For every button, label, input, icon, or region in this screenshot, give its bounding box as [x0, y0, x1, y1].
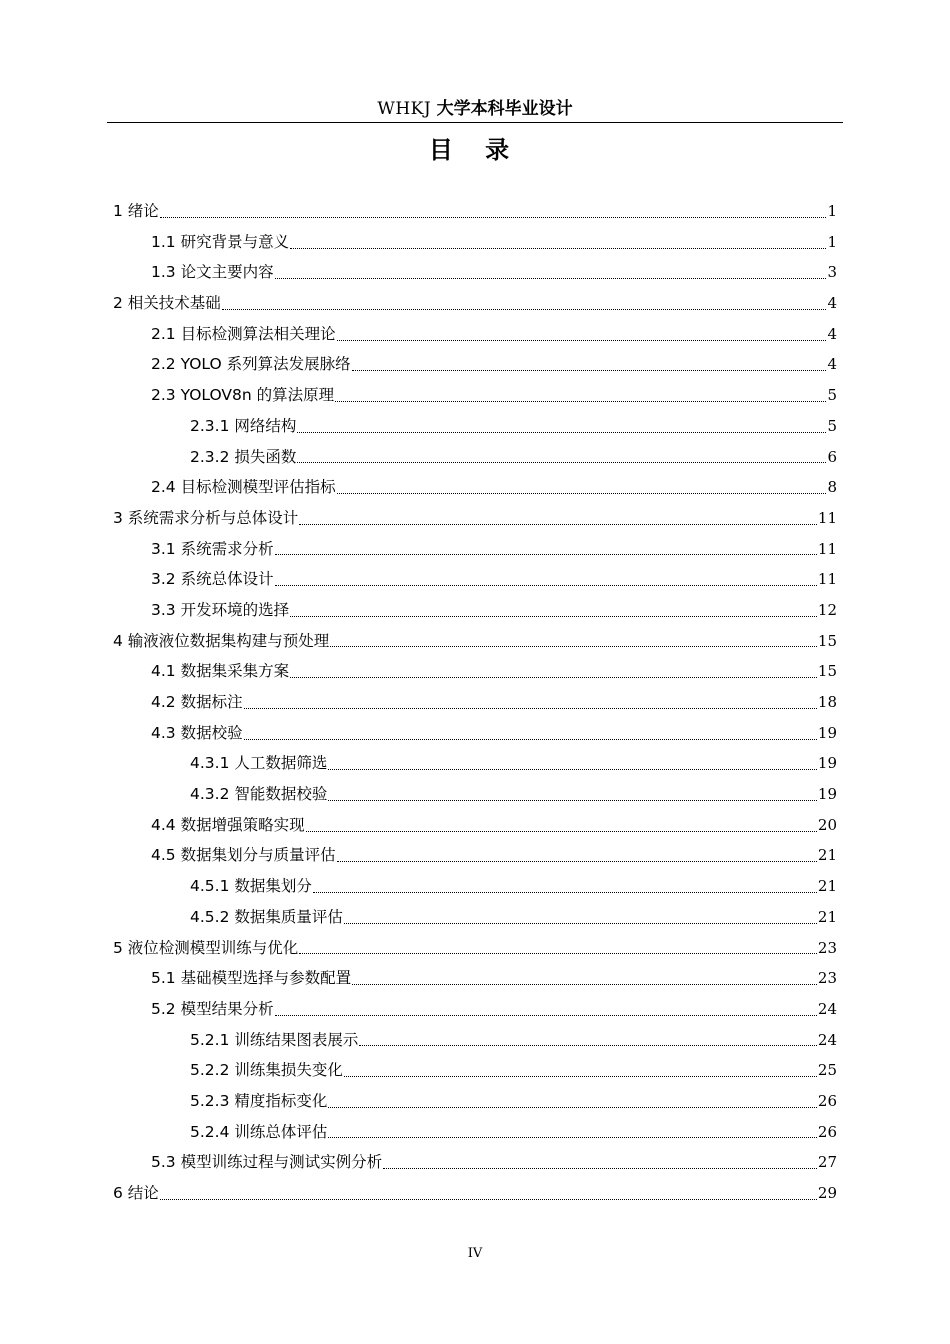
toc-entry[interactable] [113, 718, 837, 749]
toc-dot-leader [330, 646, 817, 647]
toc-entry[interactable] [113, 871, 837, 902]
toc-entry-label: 2.3 YOLOV8n 的算法原理 [151, 386, 335, 405]
toc-entry-label: 2.2 YOLO 系列算法发展脉络 [151, 355, 351, 374]
toc-entry[interactable] [113, 687, 837, 718]
header-school-latin: WHKJ [377, 99, 432, 119]
toc-entry-page: 11 [817, 539, 837, 558]
toc-entry-page: 15 [817, 662, 837, 681]
toc-dot-leader [335, 401, 826, 402]
toc-entry[interactable] [113, 380, 837, 411]
toc-entry-label: 3.1 系统需求分析 [151, 539, 274, 558]
toc-entry[interactable] [113, 994, 837, 1025]
toc-dot-leader [359, 1045, 817, 1046]
toc-entry[interactable] [113, 1025, 837, 1056]
toc-entry-page: 4 [827, 324, 837, 343]
toc-entry-page: 23 [817, 969, 837, 988]
toc-entry-label: 1.3 论文主要内容 [151, 263, 274, 282]
toc-entry-label: 5 液位检测模型训练与优化 [113, 938, 299, 957]
toc-entry[interactable] [113, 810, 837, 841]
toc-dot-leader [222, 309, 827, 310]
toc-dot-leader [337, 493, 827, 494]
toc-entry-page: 4 [827, 355, 837, 374]
toc-entry-label: 5.2.3 精度指标变化 [190, 1091, 328, 1110]
toc-dot-leader [244, 739, 817, 740]
toc-entry-page: 27 [817, 1153, 837, 1172]
toc-dot-leader [352, 984, 817, 985]
toc-entry[interactable] [113, 227, 837, 258]
toc-entry[interactable] [113, 503, 837, 534]
toc-entry-label: 3 系统需求分析与总体设计 [113, 508, 299, 527]
toc-entry-label: 6 结论 [113, 1184, 159, 1202]
toc-entry-page: 21 [817, 877, 837, 896]
toc-entry-page: 21 [817, 907, 837, 926]
toc-title: 目 录 [428, 136, 522, 164]
toc-entry[interactable] [113, 411, 837, 442]
toc-entry-label: 4.1 数据集采集方案 [151, 662, 290, 681]
toc-entry-page: 21 [817, 846, 837, 865]
toc-dot-leader [275, 1015, 817, 1016]
toc-dot-leader [160, 1199, 817, 1200]
toc-entry[interactable] [113, 656, 837, 687]
toc-entry-page: 18 [817, 693, 837, 711]
toc-entry[interactable] [113, 933, 837, 964]
toc-entry[interactable] [113, 595, 837, 626]
toc-dot-leader [290, 616, 817, 617]
toc-dot-leader [299, 953, 817, 954]
header-school-title: 大学本科毕业设计 [436, 99, 573, 119]
toc-entry-label: 4.2 数据标注 [151, 693, 243, 711]
toc-entry-label: 5.1 基础模型选择与参数配置 [151, 969, 352, 988]
toc-entry[interactable] [113, 963, 837, 994]
toc-dot-leader [275, 278, 827, 279]
toc-entry[interactable] [113, 564, 837, 595]
toc-entry-page: 12 [817, 600, 837, 619]
toc-entry-label: 2.3.1 网络结构 [190, 416, 297, 435]
toc-dot-leader [244, 708, 817, 709]
toc-entry-label: 5.2.2 训练集损失变化 [190, 1061, 343, 1080]
toc-entry[interactable] [113, 1055, 837, 1086]
toc-entry[interactable] [113, 779, 837, 810]
toc-entry-page: 8 [827, 478, 837, 497]
toc-entry-label: 1 绪论 [113, 202, 159, 220]
toc-entry-label: 2.3.2 损失函数 [190, 447, 297, 466]
toc-entry-label: 4.4 数据增强策略实现 [151, 815, 305, 834]
page-header [107, 96, 843, 123]
toc-entry-page: 23 [817, 938, 837, 957]
toc-entry-page: 5 [827, 416, 837, 435]
toc-entry[interactable] [113, 1086, 837, 1117]
toc-entry-label: 4.3 数据校验 [151, 723, 243, 742]
toc-entry[interactable] [113, 748, 837, 779]
toc-dot-leader [290, 248, 826, 249]
toc-entry[interactable] [113, 902, 837, 933]
toc-entry-page: 19 [817, 785, 837, 804]
toc-entry-page: 29 [817, 1184, 837, 1202]
toc-entry-label: 4.5.2 数据集质量评估 [190, 907, 343, 926]
toc-entry[interactable] [113, 319, 837, 350]
toc-entry-page: 20 [817, 815, 837, 834]
toc-dot-leader [297, 462, 826, 463]
toc-dot-leader [337, 861, 817, 862]
toc-dot-leader [337, 340, 827, 341]
toc-entry-label: 5.2.4 训练总体评估 [190, 1122, 328, 1141]
toc-dot-leader [328, 1137, 817, 1138]
toc-entry-page: 24 [817, 999, 837, 1018]
toc-dot-leader [313, 892, 817, 893]
toc-entry-page: 11 [817, 508, 837, 527]
toc-entry[interactable] [113, 534, 837, 565]
toc-entry[interactable] [113, 626, 837, 657]
toc-entry[interactable] [113, 840, 837, 871]
toc-entry-label: 4.5.1 数据集划分 [190, 877, 312, 896]
toc-entry[interactable] [113, 1147, 837, 1178]
toc-entry-label: 4.5 数据集划分与质量评估 [151, 846, 336, 865]
toc-entry-page: 1 [827, 202, 837, 220]
toc-dot-leader [306, 831, 817, 832]
toc-entry-page: 25 [817, 1061, 837, 1080]
toc-entry-label: 3.3 开发环境的选择 [151, 600, 290, 619]
toc-entry[interactable] [113, 257, 837, 288]
page-number: IV [467, 1246, 483, 1261]
toc-entry-label: 5.2.1 训练结果图表展示 [190, 1030, 359, 1049]
toc-dot-leader [383, 1168, 817, 1169]
toc-entry-label: 2.4 目标检测模型评估指标 [151, 478, 336, 497]
toc-dot-leader [275, 554, 817, 555]
toc-entry[interactable] [113, 472, 837, 503]
toc-dot-leader [344, 923, 817, 924]
toc-entry-page: 19 [817, 723, 837, 742]
toc-dot-leader [290, 677, 817, 678]
toc-dot-leader [297, 432, 826, 433]
toc-entry-label: 2 相关技术基础 [113, 294, 221, 313]
toc-entry-label: 5.3 模型训练过程与测试实例分析 [151, 1153, 383, 1172]
toc-entry[interactable] [113, 442, 837, 473]
toc-dot-leader [352, 370, 827, 371]
toc-dot-leader [275, 585, 817, 586]
toc-entry-page: 1 [827, 232, 837, 251]
toc-dot-leader [328, 769, 817, 770]
toc-entry-page: 26 [817, 1091, 837, 1110]
toc-entry-page: 3 [827, 263, 837, 282]
toc-entry[interactable] [113, 1117, 837, 1148]
toc-entry[interactable] [113, 196, 837, 227]
toc-entry[interactable] [113, 1178, 837, 1209]
toc-entry-label: 2.1 目标检测算法相关理论 [151, 324, 336, 343]
toc-entry-label: 1.1 研究背景与意义 [151, 232, 290, 251]
toc-entry-label: 5.2 模型结果分析 [151, 999, 274, 1018]
toc-entry-label: 4 输液液位数据集构建与预处理 [113, 631, 330, 650]
toc-entry-page: 4 [827, 294, 837, 313]
toc-dot-leader [344, 1076, 817, 1077]
table-of-contents [113, 196, 837, 1209]
toc-entry-label: 4.3.1 人工数据筛选 [190, 754, 328, 773]
toc-entry-page: 15 [817, 631, 837, 650]
toc-entry-page: 24 [817, 1030, 837, 1049]
toc-dot-leader [299, 524, 817, 525]
toc-entry-page: 5 [827, 386, 837, 405]
toc-entry-page: 26 [817, 1122, 837, 1141]
toc-entry-page: 19 [817, 754, 837, 773]
toc-entry[interactable] [113, 288, 837, 319]
toc-dot-leader [160, 217, 827, 218]
toc-entry-page: 6 [827, 447, 837, 466]
toc-dot-leader [328, 800, 817, 801]
toc-entry-label: 4.3.2 智能数据校验 [190, 785, 328, 804]
toc-dot-leader [328, 1107, 817, 1108]
toc-entry-page: 11 [817, 570, 837, 589]
toc-entry[interactable] [113, 349, 837, 380]
toc-entry-label: 3.2 系统总体设计 [151, 570, 274, 589]
